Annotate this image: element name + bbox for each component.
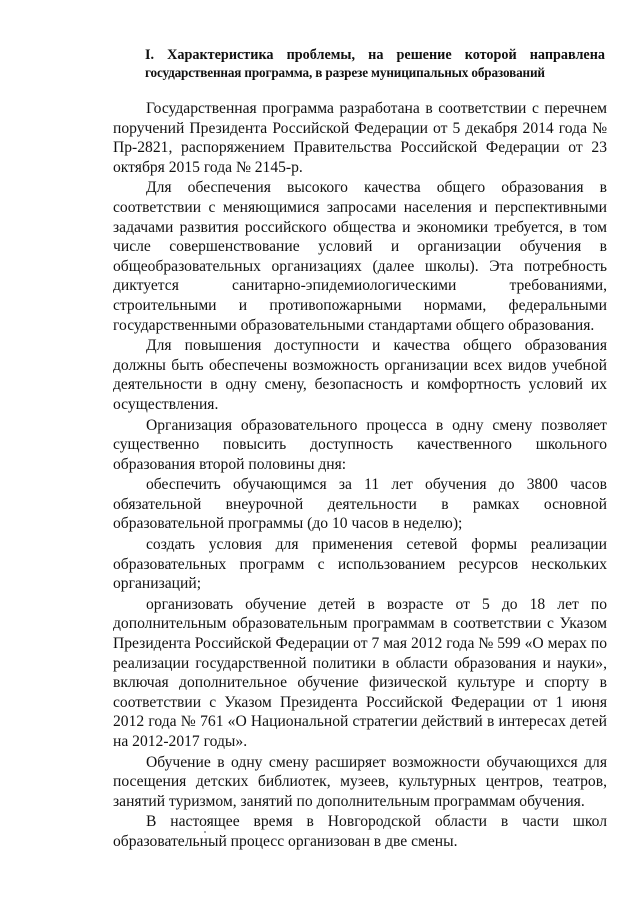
heading-line-1: I. Характеристика проблемы, на решение которой направлена (145, 47, 605, 63)
paragraph-quality-requirements: Для обеспечения высокого качества общего образования в соответствии с меняющимися запросами населения и перспективными задачами развития российского общества и экономики требуется, в том числе совершенствование условий и организации обучения в общеобразовательных организациях (далее школы). Эта потребность диктуется санитарно-эпидемиологическими требованиями, строительными и противопожарными нормами, федеральными государственными образовательными стандартами общего образования. (113, 179, 607, 334)
paragraph-accessibility: Для повышения доступности и качества общего образования должны быть обеспечены возможность организации всех видов учебной деятельности в одну смену, безопасность и комфортность условий их осуществления. (113, 337, 607, 413)
paragraph-single-shift: Организация образовательного процесса в одну смену позволяет существенно повысить доступность качественного школьного образования второй половины дня: (113, 416, 607, 473)
paragraph-opportunities: Обучение в одну смену расширяет возможности обучающихся для посещения детских библиотек, музеев, культурных центров, театров, занятий туризмом, занятий по дополнительным программам обучения. (113, 753, 607, 810)
section-heading (145, 47, 605, 81)
list-item-additional-education: организовать обучение детей в возрасте от 5 до 18 лет по дополнительным образовательным программам в соответствии с Указом Президента Российской Федерации от 7 мая 2012 года № 599 «О мерах по реализации государственной политики в области образования и науки», включая дополнительное обучение физической культуре и спорту в соответствии с Указом Президента Российской Федерации от 1 июня 2012 года № 761 «О Национальной стратегии действий в интересах детей на 2012-2017 годы». (113, 595, 607, 750)
paragraph-program-basis: Государственная программа разработана в соответствии с перечнем поручений Президента Российской Федерации от 5 декабря 2014 года № Пр-2821, распоряжением Правительства Российской Федерации от 23 октября 2015 года № 2145-р. (113, 100, 607, 176)
document-body (113, 99, 607, 853)
list-item-network-form: создать условия для применения сетевой формы реализации образовательных программ с использованием ресурсов нескольких организаций; (113, 536, 607, 593)
heading-line-2: государственная программа, в разрезе муниципальных образований (145, 65, 545, 80)
scan-speck (204, 831, 206, 833)
list-item-extracurricular: обеспечить обучающимся за 11 лет обучения до 3800 часов обязательной внеурочной деятельности в рамках основной образовательной программы (до 10 часов в неделю); (113, 476, 607, 533)
paragraph-novgorod-region: В настоящее время в Новгородской области в части школ образовательный процесс организован в две смены. (113, 813, 607, 850)
